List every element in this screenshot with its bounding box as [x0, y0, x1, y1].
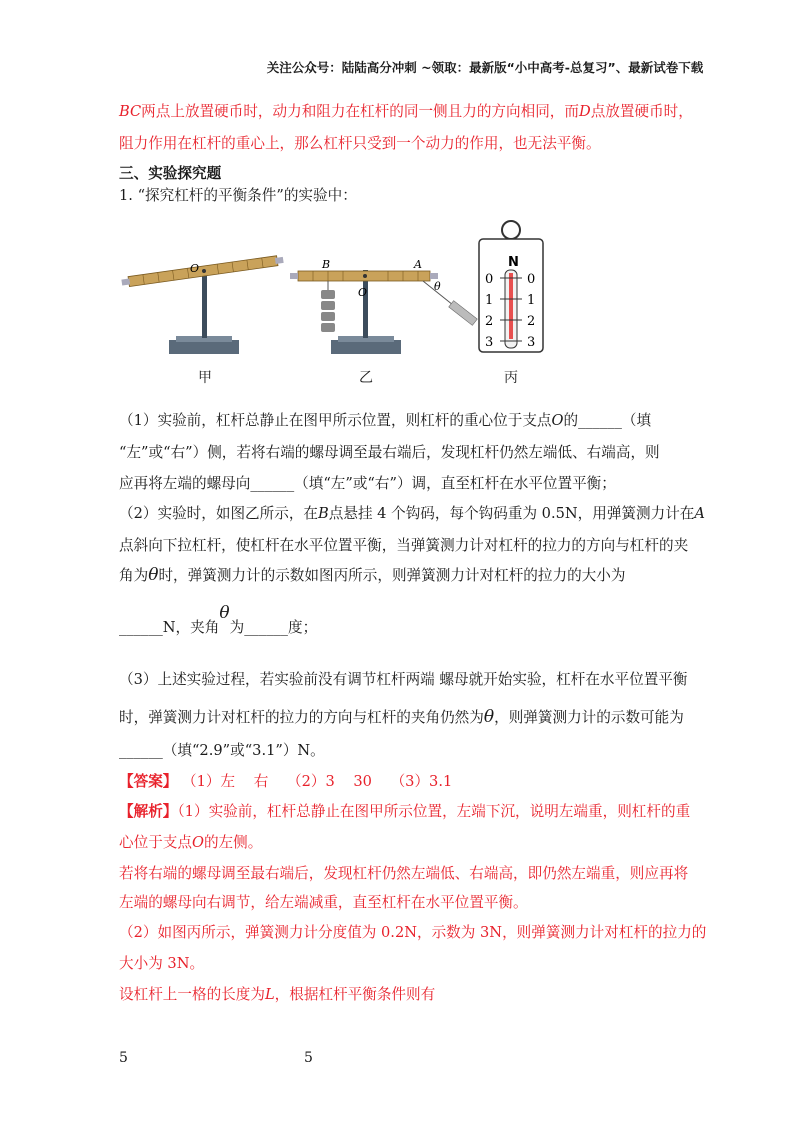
intro-line-1: BC两点上放置硬币时，动力和阻力在杠杆的同一侧且力的方向相同，而D点放置硬币时，	[119, 103, 693, 120]
svg-text:0: 0	[485, 272, 494, 287]
answer: 【答案】 （1）左 右 （2）3 30 （3）3.1	[119, 773, 453, 790]
question-stem: 1. “探究杠杆的平衡条件”的实验中：	[119, 187, 357, 204]
svg-text:1: 1	[527, 293, 536, 308]
svg-text:O: O	[358, 286, 368, 299]
caption-bing: 丙	[504, 370, 518, 386]
figure-jia	[121, 255, 284, 354]
experiment-figures	[118, 218, 678, 388]
page-number-left: 5	[119, 1050, 128, 1066]
analysis-line-7: 设杠杆上一格的长度为L，根据杠杆平衡条件则有	[119, 986, 436, 1003]
svg-text:N: N	[508, 255, 519, 270]
part2-line-3: 角为θ时，弹簧测力计的示数如图丙所示，则弹簧测力计对杠杆的拉力的大小为	[119, 565, 626, 585]
section-title: 三、实验探究题	[119, 165, 222, 182]
svg-text:B: B	[322, 258, 331, 271]
figure-yi	[290, 258, 477, 354]
analysis-line-2: 心位于支点O的左侧。	[119, 834, 263, 851]
part3-line-2: 时，弹簧测力计对杠杆的拉力的方向与杠杆的夹角仍然为θ，则弹簧测力计的示数可能为	[119, 707, 684, 727]
figure-bing-spring-meter	[479, 221, 543, 352]
analysis-line-5: （2）如图丙所示，弹簧测力计分度值为 0.2N，示数为 3N，则弹簧测力计对杠杆的拉力的	[119, 924, 707, 941]
analysis-line-1: 【解析】（1）实验前，杠杆总静止在图甲所示位置，左端下沉，说明左端重，则杠杆的重	[119, 803, 691, 820]
svg-text:A: A	[414, 258, 422, 271]
part3-line-3: ______（填“2.9”或“3.1”）N。	[119, 742, 325, 759]
page-header: 关注公众号：陆陆高分冲刺 ~领取：最新版“小中高考-总复习”、最新试卷下载	[266, 60, 704, 75]
caption-yi: 乙	[359, 370, 373, 386]
svg-text:0: 0	[527, 272, 536, 287]
svg-text:3: 3	[527, 335, 536, 350]
part2-line-2: 点斜向下拉杠杆，使杠杆在水平位置平衡，当弹簧测力计对杠杆的拉力的方向与杠杆的夹	[119, 537, 689, 554]
svg-text:θ: θ	[434, 280, 441, 293]
svg-text:2: 2	[485, 314, 494, 329]
page-number-center: 5	[304, 1050, 313, 1066]
svg-text:3: 3	[485, 335, 494, 350]
part1-line-3: 应再将左端的螺母向______（填“左”或“右”）调，直至杠杆在水平位置平衡；	[119, 475, 616, 492]
svg-text:2: 2	[527, 314, 536, 329]
part2-line-1: （2）实验时，如图乙所示，在B点悬挂 4 个钩码，每个钩码重为 0.5N，用弹簧测力计在A	[119, 505, 705, 522]
caption-jia: 甲	[198, 370, 212, 386]
analysis-line-4: 左端的螺母向右调节，给左端减重，直至杠杆在水平位置平衡。	[119, 894, 528, 911]
part2-line-4: ______N，夹角θ为______度；	[119, 603, 318, 636]
intro-line-2: 阻力作用在杠杆的重心上，那么杠杆只受到一个动力的作用，也无法平衡。	[119, 135, 601, 152]
analysis-line-3: 若将右端的螺母调至最右端后，发现杠杆仍然左端低、右端高，即仍然左端重，则应再将	[119, 865, 689, 882]
svg-text:O: O	[190, 262, 200, 275]
part3-line-1: （3）上述实验过程，若实验前没有调节杠杆两端 螺母就开始实验，杠杆在水平位置平衡	[119, 671, 688, 688]
svg-text:1: 1	[485, 293, 494, 308]
part1-line-2: “左”或“右”）侧，若将右端的螺母调至最右端后，发现杠杆仍然左端低、右端高，则	[119, 444, 660, 461]
part1-line-1: （1）实验前，杠杆总静止在图甲所示位置，则杠杆的重心位于支点O的______（填	[119, 412, 652, 429]
analysis-line-6: 大小为 3N。	[119, 955, 205, 972]
